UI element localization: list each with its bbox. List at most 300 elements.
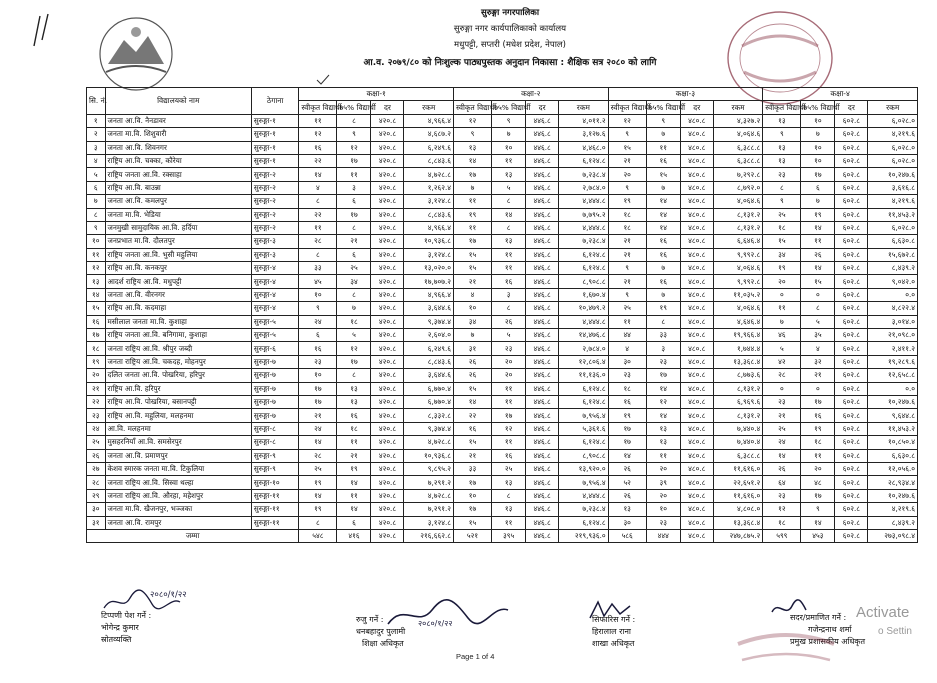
table-cell: ६०२.८ [835, 409, 868, 422]
table-row [87, 275, 918, 288]
table-cell: ८,३३२.८ [404, 409, 454, 422]
table-row [87, 342, 918, 355]
table-cell: ४४६.८ [526, 154, 559, 167]
table-cell: २१ [608, 154, 646, 167]
table-cell: २१ [299, 409, 337, 422]
table-cell: ४२०.८ [371, 342, 404, 355]
table-cell: ४८०.८ [680, 288, 713, 301]
table-cell: ४२०.८ [371, 235, 404, 248]
table-cell: ६०२.८ [835, 395, 868, 408]
table-cell: २४ [763, 436, 801, 449]
table-cell: ७ [337, 302, 371, 315]
table-cell: २६ [608, 489, 646, 502]
table-cell: ४,४४४.८ [559, 195, 609, 208]
table-cell: ३४ [763, 248, 801, 261]
table-cell: १७ [453, 503, 491, 516]
table-cell: १३,३६८.४ [713, 355, 763, 368]
table-cell: ४४६.८ [526, 114, 559, 127]
table-cell: ०.० [868, 288, 918, 301]
table-cell: ४४६.८ [526, 235, 559, 248]
table-cell: सुरुङ्गा-७ [251, 395, 298, 408]
table-row [87, 128, 918, 141]
table-cell: ९,८९५.२ [404, 462, 454, 475]
class-2-rate-header: दर [526, 101, 559, 114]
table-cell: १४ [299, 489, 337, 502]
table-cell: ३ [337, 181, 371, 194]
table-cell: २३ [763, 395, 801, 408]
table-cell: ३१ [87, 516, 106, 529]
approved-title: प्रमुख प्रशासकीय अधिकृत [790, 637, 866, 646]
table-cell: ४६ [763, 329, 801, 342]
table-cell: ४,९६६.४ [404, 288, 454, 301]
table-cell: ४८०.८ [680, 382, 713, 395]
table-cell: ९ [299, 302, 337, 315]
total-cell: ४५३ [801, 529, 835, 542]
table-cell: १० [801, 154, 835, 167]
table-cell: जनता मा.वि. भेडिया [105, 208, 251, 221]
table-cell: १३,९२०.० [559, 462, 609, 475]
table-cell: ४४६.८ [526, 516, 559, 529]
table-cell: ६,२४९.६ [404, 141, 454, 154]
table-cell: २१ [453, 275, 491, 288]
table-cell: १३ [453, 141, 491, 154]
table-cell: १८ [608, 382, 646, 395]
table-cell: सुरुङ्गा-२ [251, 208, 298, 221]
table-cell: ४८०.८ [680, 369, 713, 382]
table-row [87, 288, 918, 301]
table-cell: ३९ [646, 476, 680, 489]
pen-stroke-mark [30, 10, 52, 50]
table-cell: ४५ [299, 275, 337, 288]
table-cell: ४४६.८ [526, 128, 559, 141]
table-cell: ४४६.८ [526, 369, 559, 382]
table-cell: ४८०.८ [680, 221, 713, 234]
table-cell: १२ [453, 114, 491, 127]
table-cell: १९ [87, 355, 106, 368]
table-cell: ४८०.८ [680, 342, 713, 355]
table-cell: ४४६.८ [526, 195, 559, 208]
table-cell: मसीलाल जनता मा.वि. कुशाहा [105, 315, 251, 328]
table-cell: सुरुङ्गा-१ [251, 114, 298, 127]
table-cell: ८ [337, 369, 371, 382]
table-cell: ४८०.८ [680, 489, 713, 502]
table-cell: ४२०.८ [371, 329, 404, 342]
total-cell: ५८६ [608, 529, 646, 542]
table-cell: जनता आ.वि. शिवनगर [105, 141, 251, 154]
table-cell: ९ [763, 128, 801, 141]
document-title: आ.व. २०७९/८० को निःशुल्क पाठ्यपुस्तक अनुदान निकासा : शैक्षिक सत्र २०८० को लागि [363, 58, 657, 68]
table-cell: ४४ [608, 329, 646, 342]
prepared-role: टिप्पणी पेश गर्ने : [101, 611, 152, 620]
table-cell: २१ [453, 449, 491, 462]
table-cell: २४ [87, 422, 106, 435]
table-cell: २६ [608, 462, 646, 475]
table-cell: ७ [453, 181, 491, 194]
table-cell: ६०२.८ [835, 302, 868, 315]
table-cell: ७,७९५.२ [559, 208, 609, 221]
table-cell: ४२०.८ [371, 422, 404, 435]
table-cell: ३,६४४.६ [404, 302, 454, 315]
table-cell: २६ [763, 462, 801, 475]
table-cell: सुरुङ्गा-८ [251, 436, 298, 449]
table-cell: १८ [608, 208, 646, 221]
table-row [87, 141, 918, 154]
table-cell: ६ [337, 195, 371, 208]
table-cell: १०,८५०.४ [868, 436, 918, 449]
table-cell: ४४६.८ [526, 503, 559, 516]
table-cell: ६,३८८.८ [713, 141, 763, 154]
table-cell: १८ [337, 422, 371, 435]
table-cell: ८ [492, 195, 526, 208]
table-cell: १४ [492, 208, 526, 221]
table-cell: १४ [763, 449, 801, 462]
table-cell: सुरुङ्गा-७ [251, 382, 298, 395]
table-cell: ४८०.८ [680, 315, 713, 328]
table-cell: ४२०.८ [371, 516, 404, 529]
table-cell: २१ [763, 409, 801, 422]
total-cell: ५९९ [763, 529, 801, 542]
table-cell: सुरुङ्गा-५ [251, 315, 298, 328]
table-cell: ९ [453, 128, 491, 141]
table-cell: ७ [646, 288, 680, 301]
table-cell: १५ [608, 141, 646, 154]
table-cell: ०.० [868, 382, 918, 395]
table-cell: १७ [801, 395, 835, 408]
table-cell: ८,१३१.२ [713, 208, 763, 221]
table-cell: ८,९०८.८ [559, 275, 609, 288]
table-row [87, 168, 918, 181]
table-cell: १७ [453, 235, 491, 248]
table-cell: ६,०२८.० [868, 154, 918, 167]
table-cell: १७ [608, 436, 646, 449]
table-cell: केशव स्मारक जनता मा.वि. टिकुलिया [105, 462, 251, 475]
table-cell: ४८०.८ [680, 128, 713, 141]
table-cell: ४४६.८ [526, 262, 559, 275]
table-cell: १९,२८९.६ [868, 355, 918, 368]
table-cell: ८ [492, 302, 526, 315]
table-cell: ४२०.८ [371, 208, 404, 221]
table-cell: ११ [337, 436, 371, 449]
table-cell: ३,१२४.८ [404, 248, 454, 261]
table-cell: ४४६.८ [526, 342, 559, 355]
table-cell: १ [87, 114, 106, 127]
table-cell: ४८०.८ [680, 355, 713, 368]
table-cell: २७ [87, 462, 106, 475]
table-cell: २२,६५१.२ [713, 476, 763, 489]
table-cell: ६०२.८ [835, 516, 868, 529]
table-cell: १७ [608, 422, 646, 435]
reviewed-role: रुजु गर्ने : [356, 615, 384, 624]
class-4-students-header: स्वीकृत विद्यार्थी [763, 101, 801, 114]
office-name: सुरुङ्गा नगर कार्यपालिकाको कार्यालय [453, 24, 567, 34]
table-cell: ४२०.८ [371, 395, 404, 408]
table-row [87, 248, 918, 261]
table-cell: ३३ [453, 462, 491, 475]
table-cell: १६ [299, 141, 337, 154]
table-cell: ६,१२४.८ [559, 436, 609, 449]
table-cell: ६०२.८ [835, 382, 868, 395]
table-cell: ११ [801, 235, 835, 248]
table-cell: ४४६.८ [526, 141, 559, 154]
table-cell: १८ [763, 516, 801, 529]
table-cell: १० [646, 503, 680, 516]
table-cell: ४२०.८ [371, 288, 404, 301]
table-cell: ११ [492, 395, 526, 408]
table-cell: २१ [337, 449, 371, 462]
table-cell: ७ [646, 262, 680, 275]
table-cell: दलित जनता आ.वि. पोखरिया, हरिपुर [105, 369, 251, 382]
table-cell: ९,६४४.८ [868, 409, 918, 422]
table-row [87, 462, 918, 475]
table-cell: १७ [299, 395, 337, 408]
total-cell: २१६,६६२.८ [404, 529, 454, 542]
table-cell: २८ [299, 235, 337, 248]
table-cell: ४,३२७.२ [713, 114, 763, 127]
table-cell: ७ [87, 195, 106, 208]
table-cell: २,७८४.० [559, 181, 609, 194]
table-cell: ४४६.८ [526, 181, 559, 194]
table-cell: २१ [608, 275, 646, 288]
class-4-seventyfive-header: ७५% विद्यार्थी [801, 101, 835, 114]
table-cell: २८ [87, 476, 106, 489]
table-cell: १८ [337, 315, 371, 328]
table-cell: १९ [608, 409, 646, 422]
table-cell: ९ [801, 503, 835, 516]
table-cell: ३१ [453, 342, 491, 355]
table-cell: जनता राष्ट्रिय आ.वि. श्रीपुर जब्दी [105, 342, 251, 355]
table-cell: जनता मा.वि. शिशुवारी [105, 128, 251, 141]
table-cell: ४२०.८ [371, 302, 404, 315]
table-cell: १२ [763, 503, 801, 516]
total-cell: २४७,८७५.२ [713, 529, 763, 542]
table-cell: सुरुङ्गा-२ [251, 181, 298, 194]
table-cell: ७,४४०.४ [713, 422, 763, 435]
table-cell: ४८०.८ [680, 462, 713, 475]
table-row [87, 262, 918, 275]
col-address-header: ठेगाना [251, 88, 298, 115]
table-cell: ६,३८८.८ [713, 154, 763, 167]
table-cell: ११ [492, 436, 526, 449]
table-cell: १७ [337, 154, 371, 167]
col-sn-header: सि. नं. [87, 88, 106, 115]
table-cell: ४ [299, 181, 337, 194]
table-cell: ० [801, 382, 835, 395]
table-cell: २० [801, 462, 835, 475]
table-cell: सुरुङ्गा-२ [251, 221, 298, 234]
table-cell: ९ [608, 181, 646, 194]
table-cell: १६ [492, 449, 526, 462]
table-cell: २० [646, 462, 680, 475]
table-cell: जनता मा.वि. खैजनपुर, भञ्जका [105, 503, 251, 516]
table-row [87, 355, 918, 368]
table-cell: १७,७०७.२ [404, 275, 454, 288]
table-cell: ८ [337, 288, 371, 301]
table-cell: ३० [87, 503, 106, 516]
table-cell: १५ [801, 275, 835, 288]
table-cell: १७ [337, 208, 371, 221]
table-row [87, 329, 918, 342]
total-cell: ४१६ [337, 529, 371, 542]
table-cell: ४ [453, 288, 491, 301]
table-cell: ६,९६९.६ [713, 395, 763, 408]
municipality-name: सुरुङ्गा नगरपालिका [480, 8, 540, 18]
table-cell: २३ [646, 516, 680, 529]
table-cell: ४,६८७.२ [404, 128, 454, 141]
table-row [87, 489, 918, 502]
table-cell: ६०२.८ [835, 275, 868, 288]
table-cell: १८ [763, 221, 801, 234]
table-cell: ४,९६६.४ [404, 114, 454, 127]
table-cell: १०,९३६.८ [404, 235, 454, 248]
table-cell: १९ [453, 208, 491, 221]
table-cell: १३ [87, 275, 106, 288]
prepared-title: स्रोतव्यक्ति [101, 635, 132, 644]
table-cell: १०,४७९.२ [559, 302, 609, 315]
table-cell: २२ [87, 395, 106, 408]
table-cell: ११,४५३.२ [868, 422, 918, 435]
table-cell: ४२०.८ [371, 141, 404, 154]
table-cell: २३ [299, 355, 337, 368]
table-cell: ० [801, 288, 835, 301]
table-cell: ६ [299, 329, 337, 342]
table-cell: १२,६५८.८ [868, 369, 918, 382]
recommended-role: सिफारिस गर्ने : [592, 615, 636, 624]
class-3-seventyfive-header: ७५% विद्यार्थी [646, 101, 680, 114]
table-cell: जनता आ.वि. वीरनगर [105, 288, 251, 301]
table-cell: ४२०.८ [371, 168, 404, 181]
table-cell: २५ [492, 462, 526, 475]
table-cell: ४८०.८ [680, 141, 713, 154]
table-cell: ११ [453, 221, 491, 234]
table-cell: ११ [337, 489, 371, 502]
table-cell: ६०२.८ [835, 248, 868, 261]
table-cell: ४८०.८ [680, 329, 713, 342]
table-cell: १६ [646, 154, 680, 167]
table-cell: ६०२.८ [835, 235, 868, 248]
table-cell: सुरुङ्गा-३ [251, 248, 298, 261]
table-cell: ९,३७४.४ [404, 422, 454, 435]
table-cell: १२ [646, 395, 680, 408]
table-cell: ९,३७४.४ [404, 315, 454, 328]
table-cell: ११,०३५.२ [713, 288, 763, 301]
page-number: Page 1 of 4 [456, 652, 495, 661]
table-cell: ६०२.८ [835, 422, 868, 435]
table-cell: राष्ट्रिय आ.वि. हरिपुर [105, 382, 251, 395]
table-cell: २३ [492, 342, 526, 355]
table-cell: २६ [87, 449, 106, 462]
table-cell: १३ [763, 141, 801, 154]
total-row [87, 529, 918, 542]
table-cell: ९ [763, 195, 801, 208]
table-cell: १० [492, 141, 526, 154]
table-cell: १२ [337, 342, 371, 355]
table-cell: १६ [299, 342, 337, 355]
table-cell: सुरुङ्गा-२ [251, 195, 298, 208]
table-cell: ४८०.८ [680, 436, 713, 449]
table-cell: जनता राष्ट्रिय आ.वि. औरहा, महेशपुर [105, 489, 251, 502]
table-cell: ४,०११.२ [559, 114, 609, 127]
table-cell: सुरुङ्गा-४ [251, 288, 298, 301]
table-cell: ४८०.८ [680, 195, 713, 208]
table-cell: १३ [608, 503, 646, 516]
table-cell: १४ [87, 288, 106, 301]
total-cell: २१९,९३६.० [559, 529, 609, 542]
table-cell: सुरुङ्गा-४ [251, 302, 298, 315]
table-cell: ६०२.८ [835, 288, 868, 301]
table-cell: ४८०.८ [680, 275, 713, 288]
table-cell: ४४६.८ [526, 275, 559, 288]
table-cell: १४ [337, 503, 371, 516]
table-cell: १९,९६६.४ [713, 329, 763, 342]
table-cell: ४८०.८ [680, 476, 713, 489]
table-cell: ४२०.८ [371, 154, 404, 167]
table-cell: ११ [492, 262, 526, 275]
table-cell: १५ [453, 262, 491, 275]
table-cell: १३ [492, 168, 526, 181]
table-cell: ११ [646, 449, 680, 462]
table-cell: ४२०.८ [371, 128, 404, 141]
table-cell: ४८०.८ [680, 516, 713, 529]
table-cell: १० [801, 141, 835, 154]
table-cell: १४ [299, 168, 337, 181]
table-cell: ८,८४३.६ [404, 208, 454, 221]
table-cell: २१ [608, 248, 646, 261]
handwritten-date-1: २०८०/१/२२ [150, 590, 187, 600]
table-cell: ४४६.८ [526, 476, 559, 489]
table-cell: जनता आ.वि. प्रमाणपुर [105, 449, 251, 462]
table-cell: २५ [608, 302, 646, 315]
table-cell: १२ [87, 262, 106, 275]
table-cell: ४८०.८ [680, 168, 713, 181]
table-cell: २४ [299, 315, 337, 328]
table-row [87, 221, 918, 234]
reviewed-title: शिक्षा अधिकृत [362, 639, 404, 648]
table-cell: २५ [87, 436, 106, 449]
table-cell: ६,७७०.४ [404, 395, 454, 408]
table-cell: १५ [453, 516, 491, 529]
table-cell: १७ [801, 489, 835, 502]
table-cell: १६ [646, 248, 680, 261]
table-cell: ४२०.८ [371, 262, 404, 275]
table-row [87, 422, 918, 435]
table-cell: १४ [453, 395, 491, 408]
table-cell: ७ [453, 329, 491, 342]
table-cell: २३ [87, 409, 106, 422]
approved-role: सदर/प्रमाणित गर्ने : [790, 613, 847, 622]
table-cell: ७,२९१.२ [404, 476, 454, 489]
table-cell: २६ [453, 355, 491, 368]
table-cell: ११,६१६.० [713, 489, 763, 502]
table-cell: ८,१३१.२ [713, 409, 763, 422]
prepared-name: भोगेन्द्र कुमार [101, 623, 139, 632]
table-cell: राष्ट्रिय आ.वि. बाउन्ना [105, 181, 251, 194]
table-cell: ७,२९२.८ [713, 168, 763, 181]
table-cell: ४,०६४.६ [713, 262, 763, 275]
table-row [87, 395, 918, 408]
table-cell: २२ [299, 154, 337, 167]
table-cell: ४२०.८ [371, 275, 404, 288]
table-cell: २३ [763, 168, 801, 181]
table-cell: २१ [801, 369, 835, 382]
table-cell: ८,१३१.२ [713, 221, 763, 234]
table-cell: मुसहरनियाँ आ.वि. समसेरपुर [105, 436, 251, 449]
table-cell: ६०२.८ [835, 221, 868, 234]
table-cell: १६ [337, 409, 371, 422]
table-cell: ८ [801, 302, 835, 315]
table-cell: २९ [87, 489, 106, 502]
table-cell: ८ [299, 516, 337, 529]
table-cell: १२ [608, 114, 646, 127]
